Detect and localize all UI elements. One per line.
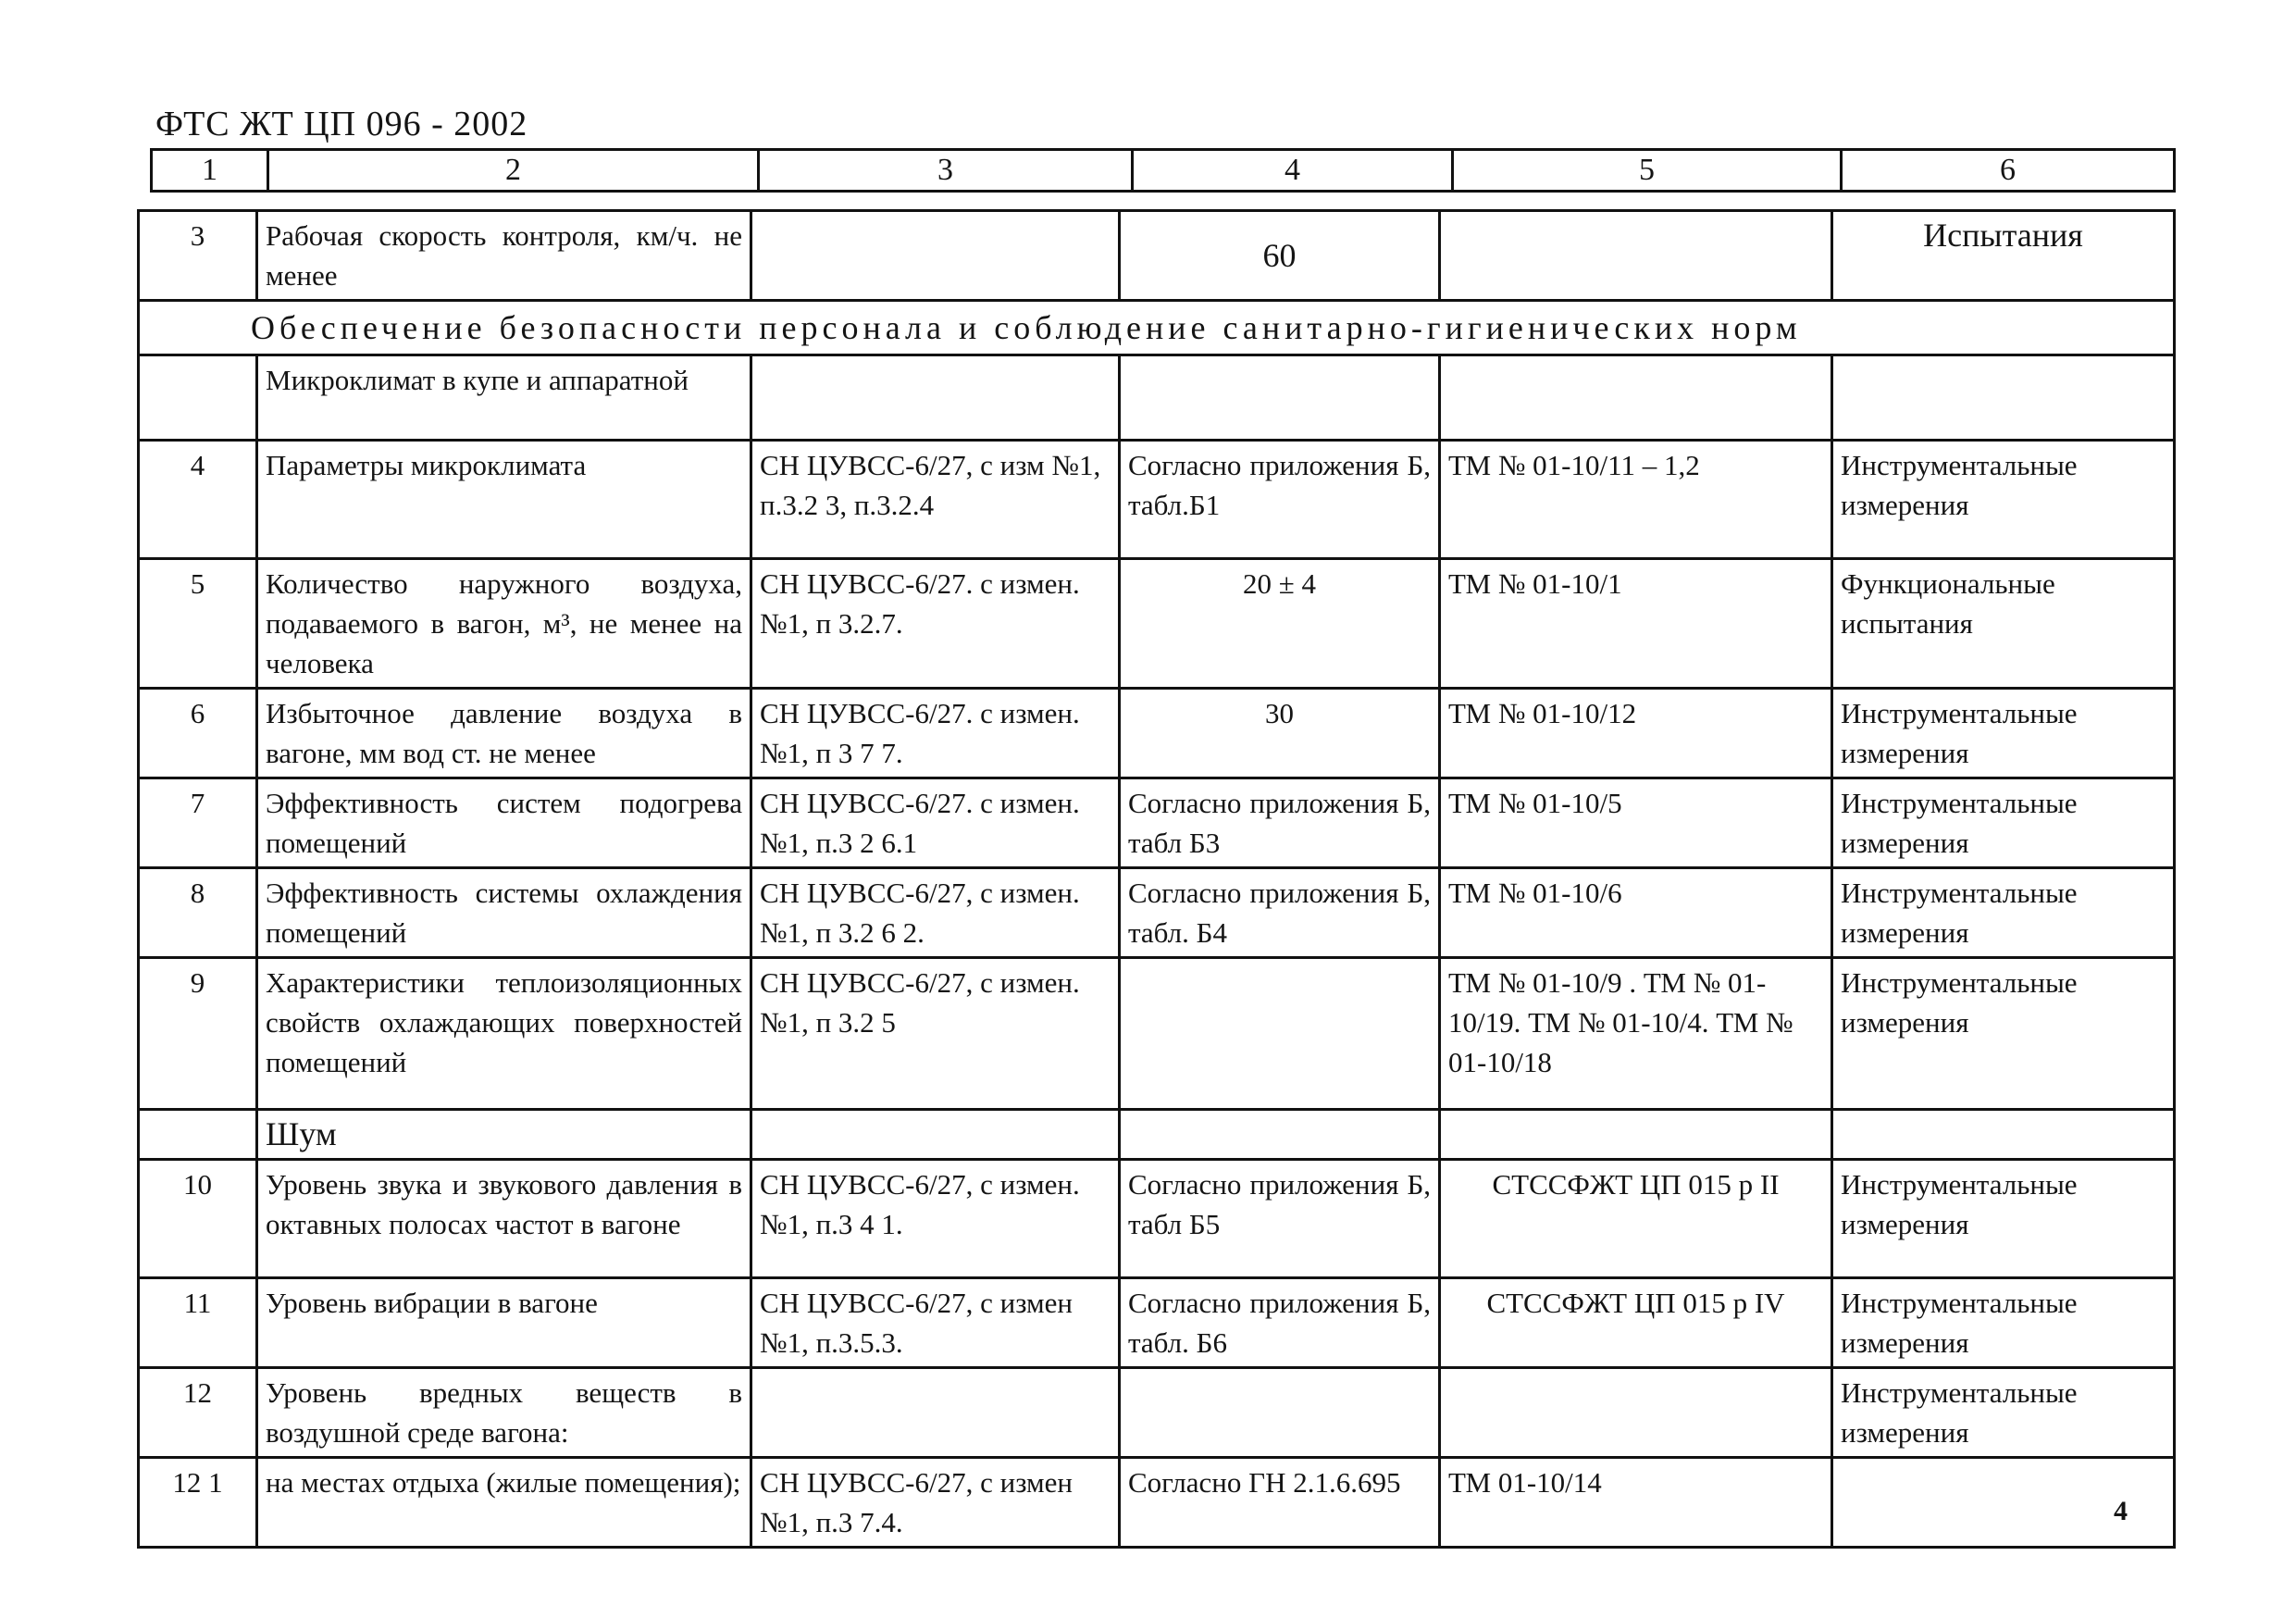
empty-cell	[1440, 1110, 1832, 1160]
required-value	[1120, 958, 1440, 1110]
row-number: 11	[139, 1278, 257, 1368]
column-number: 1	[152, 150, 268, 192]
required-value: 20 ± 4	[1120, 559, 1440, 689]
test-method: ТМ № 01-10/5	[1440, 778, 1832, 868]
parameter-name: Эффективность систем подогрева помещений	[257, 778, 751, 868]
normative-document: СН ЦУВСС-6/27, с измен.№1, п.3 4 1.	[751, 1160, 1120, 1278]
control-type: Инструментальные измерения	[1832, 1278, 2175, 1368]
parameter-name: Уровень звука и звукового давления в октавных полосах частот в вагоне	[257, 1160, 751, 1278]
table-row	[139, 778, 2175, 868]
control-type: Функциональные испытания	[1832, 559, 2175, 689]
table-row	[139, 1160, 2175, 1278]
column-number: 3	[759, 150, 1133, 192]
requirements-table	[137, 209, 2176, 1549]
table-row	[139, 559, 2175, 689]
test-method: ТМ 01-10/14	[1440, 1458, 1832, 1548]
control-type: Инструментальные измерения	[1832, 868, 2175, 958]
normative-document: СН ЦУВСС-6/27, с измен №1, п.3.5.3.	[751, 1278, 1120, 1368]
table-row	[139, 1368, 2175, 1458]
table-row	[139, 1278, 2175, 1368]
subsection-row	[139, 1110, 2175, 1160]
row-number: 6	[139, 689, 257, 778]
test-method	[1440, 1368, 1832, 1458]
subsection-row	[139, 355, 2175, 441]
row-number: 5	[139, 559, 257, 689]
parameter-name: Количество наружного воздуха, подаваемого в вагон, м³, не менее на человека	[257, 559, 751, 689]
row-number: 7	[139, 778, 257, 868]
parameter-name: Уровень вибрации в вагоне	[257, 1278, 751, 1368]
subsection-title: Микроклимат в купе и аппаратной	[257, 355, 751, 441]
required-value: Согласно приложения Б, табл. Б4	[1120, 868, 1440, 958]
column-number-row	[152, 150, 2175, 192]
test-method: ТМ № 01-10/6	[1440, 868, 1832, 958]
control-type: Инструментальные измерения	[1832, 441, 2175, 559]
normative-document: СН ЦУВСС-6/27, с измен.№1, п 3.2 6 2.	[751, 868, 1120, 958]
control-type: Инструментальные измерения	[1832, 958, 2175, 1110]
control-type: Инструментальные измерения	[1832, 1160, 2175, 1278]
section-title: Обеспечение безопасности персонала и соблюдение санитарно-гигиенических норм	[139, 301, 2175, 355]
parameter-name: Рабочая скорость контроля, км/ч. не менее	[257, 211, 751, 301]
normative-document	[751, 211, 1120, 301]
test-method: ТМ № 01-10/9 . ТМ № 01-10/19. ТМ № 01-10/4. ТМ № 01-10/18	[1440, 958, 1832, 1110]
parameter-name: на местах отдыха (жилые помещения);	[257, 1458, 751, 1548]
empty-cell	[1440, 355, 1832, 441]
row-number: 3	[139, 211, 257, 301]
empty-cell	[139, 1110, 257, 1160]
normative-document: СН ЦУВСС-6/27, с измен №1, п.3 7.4.	[751, 1458, 1120, 1548]
control-type: Инструментальные измерения	[1832, 778, 2175, 868]
empty-cell	[1832, 355, 2175, 441]
test-method: ТМ № 01-10/11 – 1,2	[1440, 441, 1832, 559]
table-row	[139, 868, 2175, 958]
empty-cell	[139, 355, 257, 441]
control-type: Инструментальные измерения	[1832, 1368, 2175, 1458]
required-value: Согласно приложения Б, табл Б3	[1120, 778, 1440, 868]
column-number-header	[150, 148, 2176, 193]
parameter-name: Параметры микроклимата	[257, 441, 751, 559]
normative-document	[751, 1368, 1120, 1458]
column-number: 4	[1133, 150, 1453, 192]
required-value: Согласно ГН 2.1.6.695	[1120, 1458, 1440, 1548]
normative-document: СН ЦУВСС-6/27. с измен.№1, п.3 2 6.1	[751, 778, 1120, 868]
row-number: 12	[139, 1368, 257, 1458]
subsection-title: Шум	[257, 1110, 751, 1160]
required-value	[1120, 1368, 1440, 1458]
empty-cell	[751, 1110, 1120, 1160]
control-type: Испытания	[1832, 211, 2175, 301]
row-number: 9	[139, 958, 257, 1110]
row-number: 12 1	[139, 1458, 257, 1548]
row-number: 8	[139, 868, 257, 958]
row-number: 4	[139, 441, 257, 559]
normative-document: СН ЦУВСС-6/27. с измен.№1, п 3.2.7.	[751, 559, 1120, 689]
required-value: 30	[1120, 689, 1440, 778]
test-method: СТССФЖТ ЦП 015 р IV	[1440, 1278, 1832, 1368]
test-method: ТМ № 01-10/1	[1440, 559, 1832, 689]
table-row	[139, 1458, 2175, 1548]
normative-document: СН ЦУВСС-6/27. с измен.№1, п 3 7 7.	[751, 689, 1120, 778]
section-row	[139, 301, 2175, 355]
table-row	[139, 441, 2175, 559]
required-value: Согласно приложения Б, табл Б5	[1120, 1160, 1440, 1278]
column-number: 2	[268, 150, 759, 192]
empty-cell	[1832, 1110, 2175, 1160]
table-row	[139, 689, 2175, 778]
column-number: 5	[1453, 150, 1842, 192]
required-value: Согласно приложения Б, табл.Б1	[1120, 441, 1440, 559]
parameter-name: Уровень вредных веществ в воздушной среде вагона:	[257, 1368, 751, 1458]
empty-cell	[751, 355, 1120, 441]
table-row	[139, 958, 2175, 1110]
document-header-title: ФТС ЖТ ЦП 096 - 2002	[155, 105, 528, 143]
empty-cell	[1120, 355, 1440, 441]
parameter-name: Эффективность системы охлаждения помещений	[257, 868, 751, 958]
test-method: СТССФЖТ ЦП 015 р II	[1440, 1160, 1832, 1278]
parameter-name: Избыточное давление воздуха в вагоне, мм вод ст. не менее	[257, 689, 751, 778]
page-number: 4	[2114, 1496, 2128, 1526]
test-method	[1440, 211, 1832, 301]
required-value: Согласно приложения Б, табл. Б6	[1120, 1278, 1440, 1368]
row-number: 10	[139, 1160, 257, 1278]
parameter-name: Характеристики теплоизоляционных свойств охлаждающих поверхностей помещений	[257, 958, 751, 1110]
required-value: 60	[1120, 211, 1440, 301]
table-row	[139, 211, 2175, 301]
empty-cell	[1120, 1110, 1440, 1160]
normative-document: СН ЦУВСС-6/27, с измен.№1, п 3.2 5	[751, 958, 1120, 1110]
column-number: 6	[1842, 150, 2175, 192]
control-type: Инструментальные измерения	[1832, 689, 2175, 778]
normative-document: СН ЦУВСС-6/27, с изм №1, п.3.2 3, п.3.2.4	[751, 441, 1120, 559]
test-method: ТМ № 01-10/12	[1440, 689, 1832, 778]
